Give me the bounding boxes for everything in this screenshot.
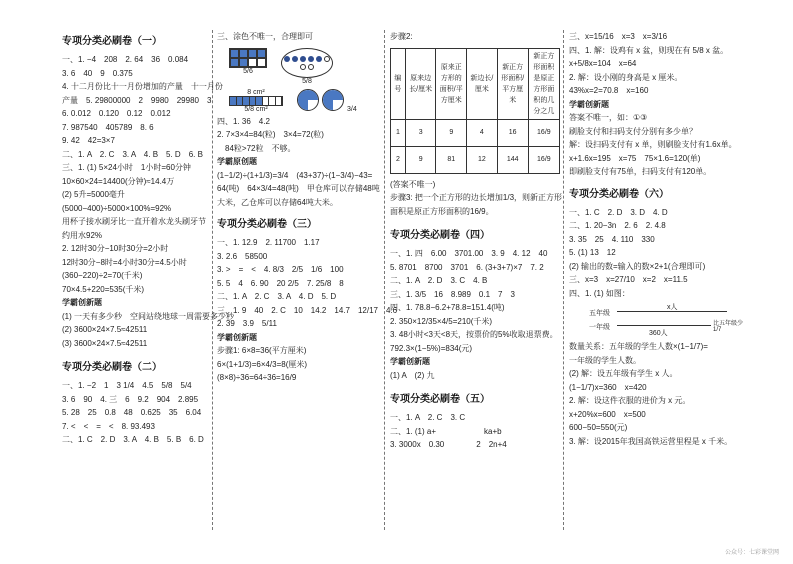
table-cell: 2	[391, 146, 406, 173]
answer-line: 三、x=15/16 x=3 x=3/16	[569, 32, 668, 41]
answer-line: 解：设扫码支付有 x 单，则刷脸支付有1.6x单。	[569, 140, 737, 149]
subheading: 学霸创新题	[62, 298, 102, 307]
grid-figure	[229, 48, 267, 68]
answer-line: 一、1. A 2. C 3. C	[390, 413, 466, 422]
answer-line: 3. 解：设2015年我国高铁运营里程是 x 千米。	[569, 436, 733, 446]
table-cell: 4	[467, 119, 498, 146]
table-cell: 81	[436, 146, 467, 173]
answer-line: 600−50=550(元)	[569, 423, 628, 432]
answer-line: 步骤1: 6×8=36(平方厘米)	[217, 346, 307, 355]
answer-line: 一、1. 12.9 2. 11700 1.17	[217, 238, 320, 247]
column-divider	[384, 30, 385, 530]
answer-line: 一、1. 四 6.00 3701.00 3. 9 4. 12 40	[390, 249, 548, 258]
section-title: 专项分类必刷卷（二）	[62, 362, 162, 373]
answer-line: 答案不唯一，如：①③	[569, 113, 648, 122]
table-header-cell: 编号	[391, 48, 406, 119]
answer-block	[62, 379, 210, 447]
subheading: 学霸创新题	[569, 99, 609, 109]
answer-line: (5000−400)÷5000×100%=92%	[62, 203, 172, 213]
answer-line: 12时30分−8时=4小时30分=4.5小时	[62, 257, 187, 267]
segment-diagram	[589, 302, 749, 338]
answer-block	[217, 344, 375, 385]
dot-oval-figure	[281, 48, 333, 78]
answer-line: 3. > = < 4. 8/3 2/5 1/6 100	[217, 265, 344, 274]
answer-line: 二、1. A 2. C 3. A 4. D 5. D	[217, 292, 337, 301]
table-cell: 16/9	[528, 146, 559, 173]
section-title: 专项分类必刷卷（五）	[390, 394, 490, 405]
answer-line: (2) 输出的数=输入的数×2+1(合理即可)	[569, 261, 706, 271]
answer-line: 6×(1+1/3)=6×4/3=8(厘米)	[217, 359, 308, 369]
table-cell: 1	[391, 119, 406, 146]
answer-line: 四、1. 78.8−6.2+78.8=151.4(吨)	[390, 303, 505, 312]
circle-figure	[297, 89, 319, 111]
diagram-label: x人	[667, 304, 678, 311]
answer-line: 二、1. A 2. C 3. A 4. B 5. D 6. B	[62, 149, 203, 159]
answer-line: 三、1. (1) 5×24小时 1小时=60分钟	[62, 163, 191, 172]
answer-line: 3. 48小时<3天<8天，按票价的5%收取退票费。	[390, 330, 558, 339]
answer-line: (1−1/2)÷(1+1/3)=3/4 (43+37)÷(1−3/4)−43=	[217, 170, 373, 180]
answer-line: 7. 987540 405789 8. 6	[62, 122, 154, 132]
answer-line: 64(吨) 64×3/4=48(吨) 甲仓库可以存储48吨	[217, 184, 380, 193]
footer-watermark: 公众号：七彩课堂网	[724, 550, 779, 556]
answer-line: 二、1. 20−3n 2. 6 2. 4.8	[569, 221, 666, 230]
answer-line: 4. 十二月份比十一月份增加的产量 十一月份	[62, 82, 223, 91]
answer-line: x+5/8x=104 x=64	[569, 59, 637, 68]
answer-line: 一、1. −2 1 3 1/4 4.5 5/8 5/4	[62, 381, 192, 390]
answer-line: 10×60×24=14400(分钟)≈14.4万	[62, 176, 175, 186]
table-cell: 9	[405, 146, 436, 173]
answer-line: 3. 6 40 9 0.375	[62, 68, 133, 78]
answer-line: (360−220)÷2=70(千米)	[62, 271, 143, 280]
answer-block	[569, 340, 749, 448]
table-header-cell: 新正方形面积/平方厘米	[497, 48, 528, 119]
answer-line: 2. 解：设这件衣服的进价为 x 元。	[569, 396, 691, 405]
answer-line: x+1.6x=195 x=75 75×1.6=120(单)	[569, 153, 701, 163]
answer-line: 3. 6 90 4. 三 6 9.2 904 2.895	[62, 394, 199, 404]
answer-line: 数量关系：五年级的学生人数×(1−1/7)=	[569, 342, 708, 351]
answer-line: 2. 12时30分−10时30分=2小时	[62, 244, 169, 253]
answer-line: 7. < < = < 8. 93.493	[62, 421, 155, 431]
answer-line: 2. 39 3.9 5/11	[217, 319, 277, 328]
table-header-cell: 原来边长/厘米	[405, 48, 436, 119]
answer-line: 84粒>72粒 不够。	[217, 143, 296, 153]
answer-line: 5. 5 4 6. 90 20 2/5 7. 25/8 8	[217, 278, 344, 288]
answer-line: 3. 35 25 4. 110 330	[569, 234, 655, 244]
diagram-label: 360人	[649, 330, 668, 337]
answer-line: (2) 5升=5000毫升	[62, 190, 125, 199]
answer-line: 产量 5. 29800000 2 9980 29980 3	[62, 95, 212, 105]
answer-line: 3. 2.6 58500	[217, 251, 268, 261]
subheading: 学霸原创题	[217, 157, 257, 166]
answer-line: 刷脸支付和扫码支付分别有多少单？	[569, 126, 697, 136]
answer-line: (1) A (2) 九	[390, 370, 435, 380]
section-title: 专项分类必刷卷（三）	[217, 219, 317, 230]
coloring-figures-row2	[229, 89, 375, 113]
answer-line: 5. (1) 13 12	[569, 248, 616, 257]
table-cell: 9	[436, 119, 467, 146]
table-cell: 3	[405, 119, 436, 146]
answer-line: x+20%x=600 x=500	[569, 409, 646, 419]
column-1	[62, 30, 234, 447]
table-cell: 12	[467, 146, 498, 173]
table-header-cell: 新边长/厘米	[467, 48, 498, 119]
answer-line: 约用水92%	[62, 230, 103, 240]
figure-label: 8 cm²	[247, 88, 265, 96]
figure-label: 5/8	[302, 77, 312, 85]
answer-line: 2. 350×12/35×4/5=210(千米)	[390, 316, 493, 326]
answer-line: (1) 一天有多少秒 空间站绕地球一周需要多少秒	[62, 311, 234, 321]
diagram-bar	[617, 325, 711, 326]
table-header-cell: 新正方形面积是原正方形面积的几分之几	[528, 48, 559, 119]
answer-line: 792.3×(1−5%)=834(元)	[390, 343, 473, 353]
circle-figure	[322, 89, 344, 111]
column-divider	[212, 30, 213, 530]
answer-line: (2) 3600×24×7.5≈42511	[62, 325, 148, 334]
answer-line: 一、1. C 2. D 3. D 4. D	[569, 207, 668, 217]
column-4	[569, 30, 749, 448]
subheading: 学霸创新题	[390, 357, 430, 366]
answer-line: 二、1. (1) a+ ka+b	[390, 426, 502, 436]
table-cell: 16/9	[528, 119, 559, 146]
answer-line: 三、1. 3/5 16 8.989 0.1 7 3	[390, 289, 515, 299]
diagram-label: 五年级	[589, 310, 610, 317]
answer-line: 面积是原正方形面积的16/9。	[390, 206, 494, 216]
answer-line: 70×4.5+220=535(千米)	[62, 284, 145, 294]
answer-line: 四、1. 解：设鸡有 x 盆，则现在有 5/8 x 盆。	[569, 45, 729, 55]
answer-line: 步骤2:	[390, 32, 413, 41]
section-title: 专项分类必刷卷（六）	[569, 188, 669, 200]
figure-label: 5/6	[243, 67, 253, 75]
answer-line: 一、1. −4 208 2. 64 36 0.084	[62, 55, 189, 64]
table-cell: 144	[497, 146, 528, 173]
subheading: 学霸创新题	[217, 332, 257, 342]
answer-line: (8×8)÷36=64÷36=16/9	[217, 373, 297, 382]
table-cell: 16	[497, 119, 528, 146]
answer-line: 大米，乙仓库可以存储64吨大米。	[217, 197, 338, 207]
answer-line: (3) 3600×24×7.5≈42511	[62, 338, 148, 348]
answer-block	[390, 411, 560, 452]
diagram-label: 比五年级少1/7	[713, 321, 744, 333]
answer-line: (1−1/7)x=360 x=420	[569, 382, 647, 392]
answer-line: 二、1. C 2. D 3. A 4. B 5. B 6. D	[62, 435, 204, 444]
answer-line: (答案不唯一)	[390, 179, 436, 189]
answer-line: 三、涂色不唯一，合理即可	[217, 32, 313, 41]
answer-line: 步骤3: 把一个正方形的边长增加1/3，则新正方形	[390, 193, 563, 202]
answer-line: 四、1. 36 4.2	[217, 116, 270, 126]
section-title: 专项分类必刷卷（四）	[390, 230, 490, 241]
table-row	[391, 146, 560, 173]
answer-block	[390, 247, 560, 355]
answer-line: 二、1. A 2. D 3. C 4. B	[390, 276, 488, 285]
answer-line: 一年级的学生人数。	[569, 355, 641, 365]
section-title: 专项分类必刷卷（一）	[62, 36, 162, 47]
answer-block	[62, 53, 223, 296]
answer-line: 3. 3000x 0.30 2 2n+4	[390, 440, 507, 449]
answer-block	[62, 310, 234, 351]
answer-line: 9. 42 42=3×7	[62, 136, 115, 145]
answer-line: 四、1. (1) 如图：	[569, 288, 630, 298]
column-divider	[563, 30, 564, 530]
figure-label: 5/8 cm²	[244, 105, 268, 113]
answer-line: 5. 8701 8700 3701 6. (3+3+7)×7 7. 2	[390, 262, 544, 272]
answer-line: 三、1. 9 40 2. C 10 14.2 14.7 12/17 4.6	[217, 305, 398, 315]
bar-figure	[229, 96, 283, 106]
answer-block	[217, 236, 398, 331]
coloring-figures-row1	[229, 48, 375, 85]
answer-line: 三、x=3 x=27/10 x=2 x=11.5	[569, 275, 688, 284]
answer-line: 43%x=2=70.8 x=160	[569, 86, 649, 95]
column-3	[390, 30, 563, 452]
answer-line: 即刷脸支付有75单，扫码支付有120单。	[569, 167, 712, 176]
diagram-label: 一年级	[589, 324, 610, 331]
square-area-table	[390, 48, 560, 174]
answer-line: 5. 28 25 0.8 48 0.625 35 6.04	[62, 408, 202, 417]
answer-block	[390, 369, 560, 383]
answer-line: 6. 0.012 0.120 0.12 0.012	[62, 109, 171, 118]
answer-line: 2. 解：设小刚的身高是 x 厘米。	[569, 72, 683, 82]
answer-block	[569, 30, 749, 98]
table-header-cell: 原来正方形的面积/平方厘米	[436, 48, 467, 119]
answer-line: (2) 解：设五年级有学生 x 人。	[569, 369, 678, 378]
figure-label: 3/4	[347, 105, 357, 113]
answer-line: 用杯子接水刷牙比一直开着水龙头刷牙节	[62, 217, 206, 226]
table-row	[391, 119, 560, 146]
answer-line: 2. 7×3×4=84(粒) 3×4=72(粒)	[217, 130, 324, 139]
answer-block	[217, 115, 375, 156]
answer-block	[569, 111, 749, 179]
answer-block	[569, 206, 749, 301]
